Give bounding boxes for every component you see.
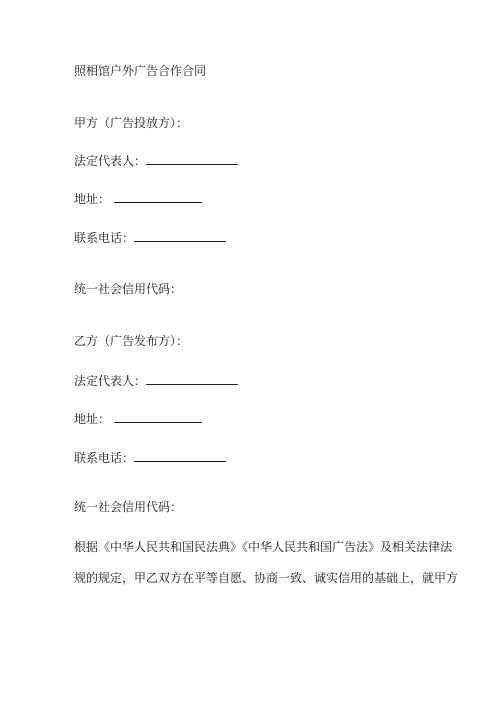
party-a-phone xyxy=(74,229,226,246)
party-b-rep-label: 法定代表人： xyxy=(74,374,147,388)
party-a-credit-code: 统一社会信用代码： xyxy=(74,282,183,296)
party-b-addr-label: 地址： xyxy=(74,412,111,426)
party-b-tel-blank xyxy=(134,449,226,462)
party-b-heading: 乙方（广告发布方）： xyxy=(74,334,189,348)
party-a-addr-blank xyxy=(114,190,202,203)
party-b-address xyxy=(74,410,202,427)
party-a-addr-label: 地址： xyxy=(74,192,111,206)
party-b-rep-blank xyxy=(146,372,238,385)
party-a-tel-label: 联系电话： xyxy=(74,231,135,245)
party-a-heading: 甲方（广告投放方）： xyxy=(74,116,189,130)
party-a-rep-blank xyxy=(146,152,238,165)
party-b-representative xyxy=(74,372,238,389)
party-b-addr-blank xyxy=(114,410,202,423)
party-a-representative xyxy=(74,152,238,169)
party-b-phone xyxy=(74,449,226,466)
party-b-credit-code: 统一社会信用代码： xyxy=(74,500,183,514)
document-title: 照相馆户外广告合作合同 xyxy=(74,64,207,78)
body-paragraph-line-2: 规的规定，甲乙双方在平等自愿、协商一致、诚实信用的基础上，就甲方 xyxy=(74,571,459,585)
body-paragraph-line-1: 根据《中华人民共和国民法典》《中华人民共和国广告法》及相关法律法 xyxy=(74,540,453,554)
party-a-rep-label: 法定代表人： xyxy=(74,154,147,168)
party-b-tel-label: 联系电话： xyxy=(74,451,135,465)
party-a-address xyxy=(74,190,202,207)
party-a-tel-blank xyxy=(134,229,226,242)
